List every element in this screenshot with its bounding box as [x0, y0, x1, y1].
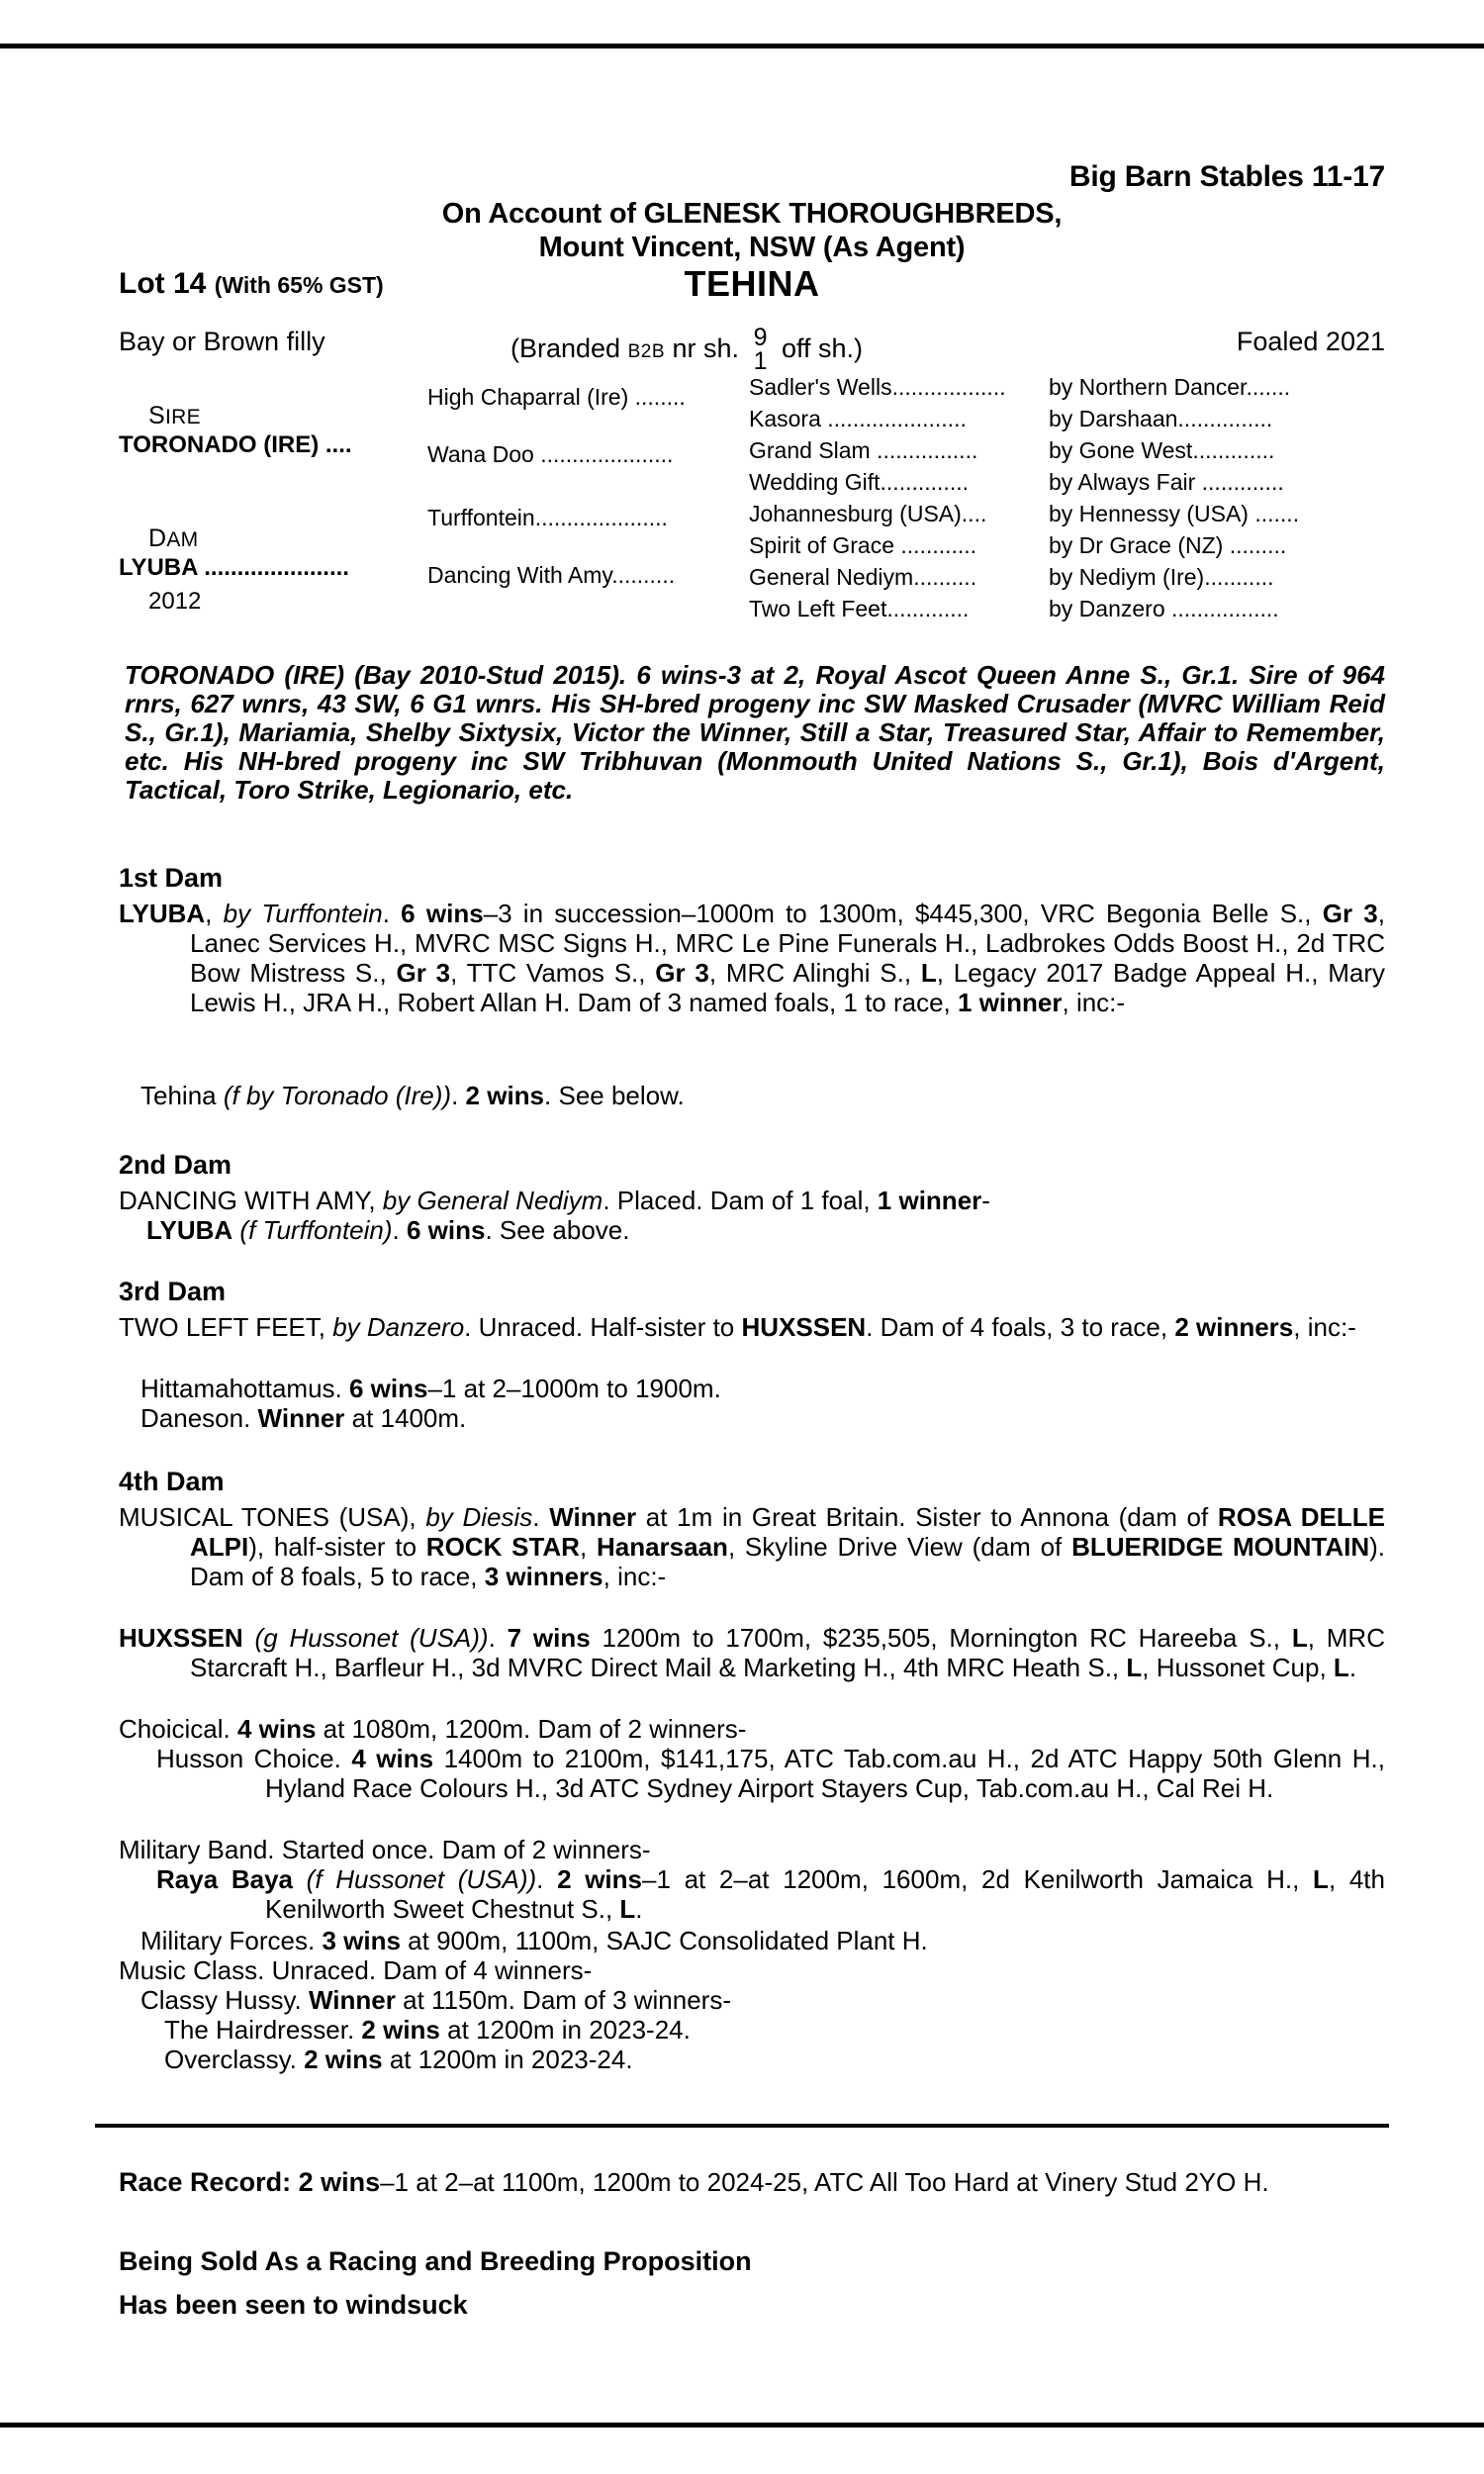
first-dam-heading: 1st Dam — [119, 863, 224, 893]
gen3-row-5: Johannesburg (USA).... — [749, 501, 987, 526]
page-title: TEHINA — [684, 263, 820, 304]
gen2-dam-sire: Turffontein..................... — [427, 505, 668, 530]
third-dam-heading: 3rd Dam — [119, 1277, 227, 1306]
gen3-row-3: Grand Slam ................ — [749, 437, 978, 463]
gen4-row-5: by Hennessy (USA) ....... — [1049, 501, 1300, 526]
sale-note-2: Has been seen to windsuck — [119, 2290, 468, 2320]
gen4-row-1: by Northern Dancer....... — [1049, 374, 1291, 400]
dam-year: 2012 — [148, 588, 202, 615]
fourth-dam-progeny-huxssen: HUXSSEN (g Hussonet (USA)). 7 wins 1200m to 1700m, $235,505, Mornington RC Hareeba S., L, MRC Starcraft H., Barfleur H., 3d MVRC Direct Mail & Marketing H., 4th MRC Heath S., L, Hussonet Cup, L. — [119, 1623, 1385, 1683]
colour-sex: Bay or Brown filly — [119, 327, 325, 356]
brand-suffix: off sh.) — [782, 333, 864, 364]
fourth-dam-heading: 4th Dam — [119, 1467, 225, 1496]
dam-label: DAM — [148, 524, 199, 552]
gen2-dam-dam: Dancing With Amy.......... — [427, 562, 676, 588]
top-divider — [0, 44, 1484, 48]
fourth-dam-progeny-husson-choice: Husson Choice. 4 wins 1400m to 2100m, $141,175, ATC Tab.com.au H., 2d ATC Happy 50th Glenn H., Hyland Race Colours H., 3d ATC Sydney Airport Stayers Cup, Tab.com.au H., Cal Rei H. — [156, 1744, 1385, 1804]
gen3-row-1: Sadler's Wells.................. — [749, 374, 1006, 400]
gen4-row-8: by Danzero ................. — [1049, 596, 1279, 621]
fourth-dam-progeny-music-class: Music Class. Unraced. Dam of 4 winners- — [119, 1955, 593, 1985]
fourth-dam-progeny-military-forces: Military Forces. 3 wins at 900m, 1100m, SAJC Consolidated Plant H. — [140, 1926, 928, 1955]
fourth-dam-progeny-choicical: Choicical. 4 wins at 1080m, 1200m. Dam of 2 winners- — [119, 1714, 747, 1744]
brand-number-top: 9 — [753, 324, 768, 351]
gen4-row-3: by Gone West............. — [1049, 437, 1275, 463]
race-record: Race Record: 2 wins–1 at 2–at 1100m, 1200m to 2024-25, ATC All Too Hard at Vinery Stud 2YO H. — [119, 2167, 1269, 2197]
gen2-sire-dam: Wana Doo ..................... — [427, 441, 674, 467]
gen3-row-6: Spirit of Grace ............ — [749, 532, 977, 558]
gen2-sire-sire: High Chaparral (Ire) ........ — [427, 384, 686, 410]
sire-description: TORONADO (IRE) (Bay 2010-Stud 2015). 6 wins-3 at 2, Royal Ascot Queen Anne S., Gr.1. Sire of 964 rnrs, 627 wnrs, 43 SW, 6 G1 wnrs. His SH-bred progeny inc SW Masked Crusader (MVRC William Reid S., Gr.1), Mariamia, Shelby Sixtysix, Victor the Winner, Still a Star, Treasured Star, Affair to Remember, etc. His NH-bred progeny inc SW Tribhuvan (Monmouth United Nations S., Gr.1), Bois d'Argent, Tactical, Toro Strike, Legionario, etc. — [125, 660, 1385, 806]
third-dam-text: TWO LEFT FEET, by Danzero. Unraced. Half-sister to HUXSSEN. Dam of 4 foals, 3 to race, 2 winners, inc:- — [119, 1312, 1356, 1342]
second-dam-progeny: LYUBA (f Turffontein). 6 wins. See above. — [146, 1215, 630, 1245]
sire-label: SIRE — [148, 402, 201, 429]
brand-code: B2B — [627, 341, 666, 363]
brand-prefix: (Branded — [510, 333, 621, 364]
lot-row — [119, 263, 1385, 313]
pedigree-table — [119, 374, 1385, 631]
first-dam-text: LYUBA, by Turffontein. 6 wins–3 in succession–1000m to 1300m, $445,300, VRC Begonia Belle S., Gr 3, Lanec Services H., MVRC MSC Signs H., MRC Le Pine Funerals H., Ladbrokes Odds Boost H., 2d TRC Bow Mistress S., Gr 3, TTC Vamos S., Gr 3, MRC Alinghi S., L, Legacy 2017 Badge Appeal H., Mary Lewis H., JRA H., Robert Allan H. Dam of 3 named foals, 1 to race, 1 winner, inc:- — [119, 899, 1386, 1018]
brand-number-bottom: 1 — [753, 347, 768, 375]
account-line-1: On Account of GLENESK THOROUGHBREDS, — [441, 198, 1063, 230]
dam-name: LYUBA ...................... — [119, 554, 349, 581]
fourth-dam-text: MUSICAL TONES (USA), by Diesis. Winner at 1m in Great Britain. Sister to Annona (dam of ROSA DELLE ALPI), half-sister to ROCK STAR, Hanarsaan, Skyline Drive View (dam of BLUERIDGE MOUNTAIN). Dam of 8 foals, 5 to race, 3 winners, inc:- — [119, 1502, 1386, 1592]
second-dam-text: DANCING WITH AMY, by General Nediym. Placed. Dam of 1 foal, 1 winner- — [119, 1186, 990, 1215]
second-dam-heading: 2nd Dam — [119, 1150, 232, 1180]
brand-details — [510, 324, 864, 375]
fourth-dam-progeny-raya-baya: Raya Baya (f Hussonet (USA)). 2 wins–1 at 2–at 1200m, 1600m, 2d Kenilworth Jamaica H., L, 4th Kenilworth Sweet Chestnut S., L. — [156, 1864, 1385, 1925]
fourth-dam-progeny-hairdresser: The Hairdresser. 2 wins at 1200m in 2023-24. — [164, 2015, 691, 2045]
lot-number-text: Lot 14 — [119, 267, 207, 300]
gen4-row-7: by Nediym (Ire)........... — [1049, 564, 1274, 590]
fourth-dam-progeny-classy-hussy: Classy Hussy. Winner at 1150m. Dam of 3 winners- — [140, 1985, 731, 2015]
dam-name-text: LYUBA — [119, 554, 198, 581]
gen4-row-4: by Always Fair ............. — [1049, 469, 1284, 495]
brand-number-fraction — [754, 326, 768, 373]
fourth-dam-progeny-overclassy: Overclassy. 2 wins at 1200m in 2023-24. — [164, 2045, 633, 2074]
foaled-year: Foaled 2021 — [1236, 327, 1385, 356]
race-record-divider — [95, 2124, 1389, 2128]
gen3-row-8: Two Left Feet............. — [749, 596, 970, 621]
third-dam-progeny-2: Daneson. Winner at 1400m. — [140, 1403, 467, 1433]
gen4-row-6: by Dr Grace (NZ) ......... — [1049, 532, 1287, 558]
sale-note-1: Being Sold As a Racing and Breeding Proposition — [119, 2246, 752, 2276]
sire-name: TORONADO (IRE) .... — [119, 431, 352, 458]
first-dam-progeny: Tehina (f by Toronado (Ire)). 2 wins. See below. — [140, 1081, 685, 1110]
gen4-row-2: by Darshaan............... — [1049, 406, 1273, 431]
fourth-dam-progeny-military-band: Military Band. Started once. Dam of 2 winners- — [119, 1835, 651, 1864]
description-row — [119, 323, 1385, 375]
gen3-row-7: General Nediym.......... — [749, 564, 977, 590]
vendor-stable-line: Big Barn Stables 11-17 — [1068, 160, 1385, 193]
gen3-row-2: Kasora ...................... — [749, 406, 967, 431]
gst-note: (With 65% GST) — [214, 272, 384, 298]
brand-mid: nr sh. — [672, 333, 740, 364]
gen3-row-4: Wedding Gift.............. — [749, 469, 969, 495]
bottom-divider — [0, 2423, 1484, 2427]
sire-name-text: TORONADO (IRE) — [119, 431, 320, 458]
account-line-2: Mount Vincent, NSW (As Agent) — [538, 232, 966, 263]
third-dam-progeny-1: Hittamahottamus. 6 wins–1 at 2–1000m to 1900m. — [140, 1374, 721, 1403]
